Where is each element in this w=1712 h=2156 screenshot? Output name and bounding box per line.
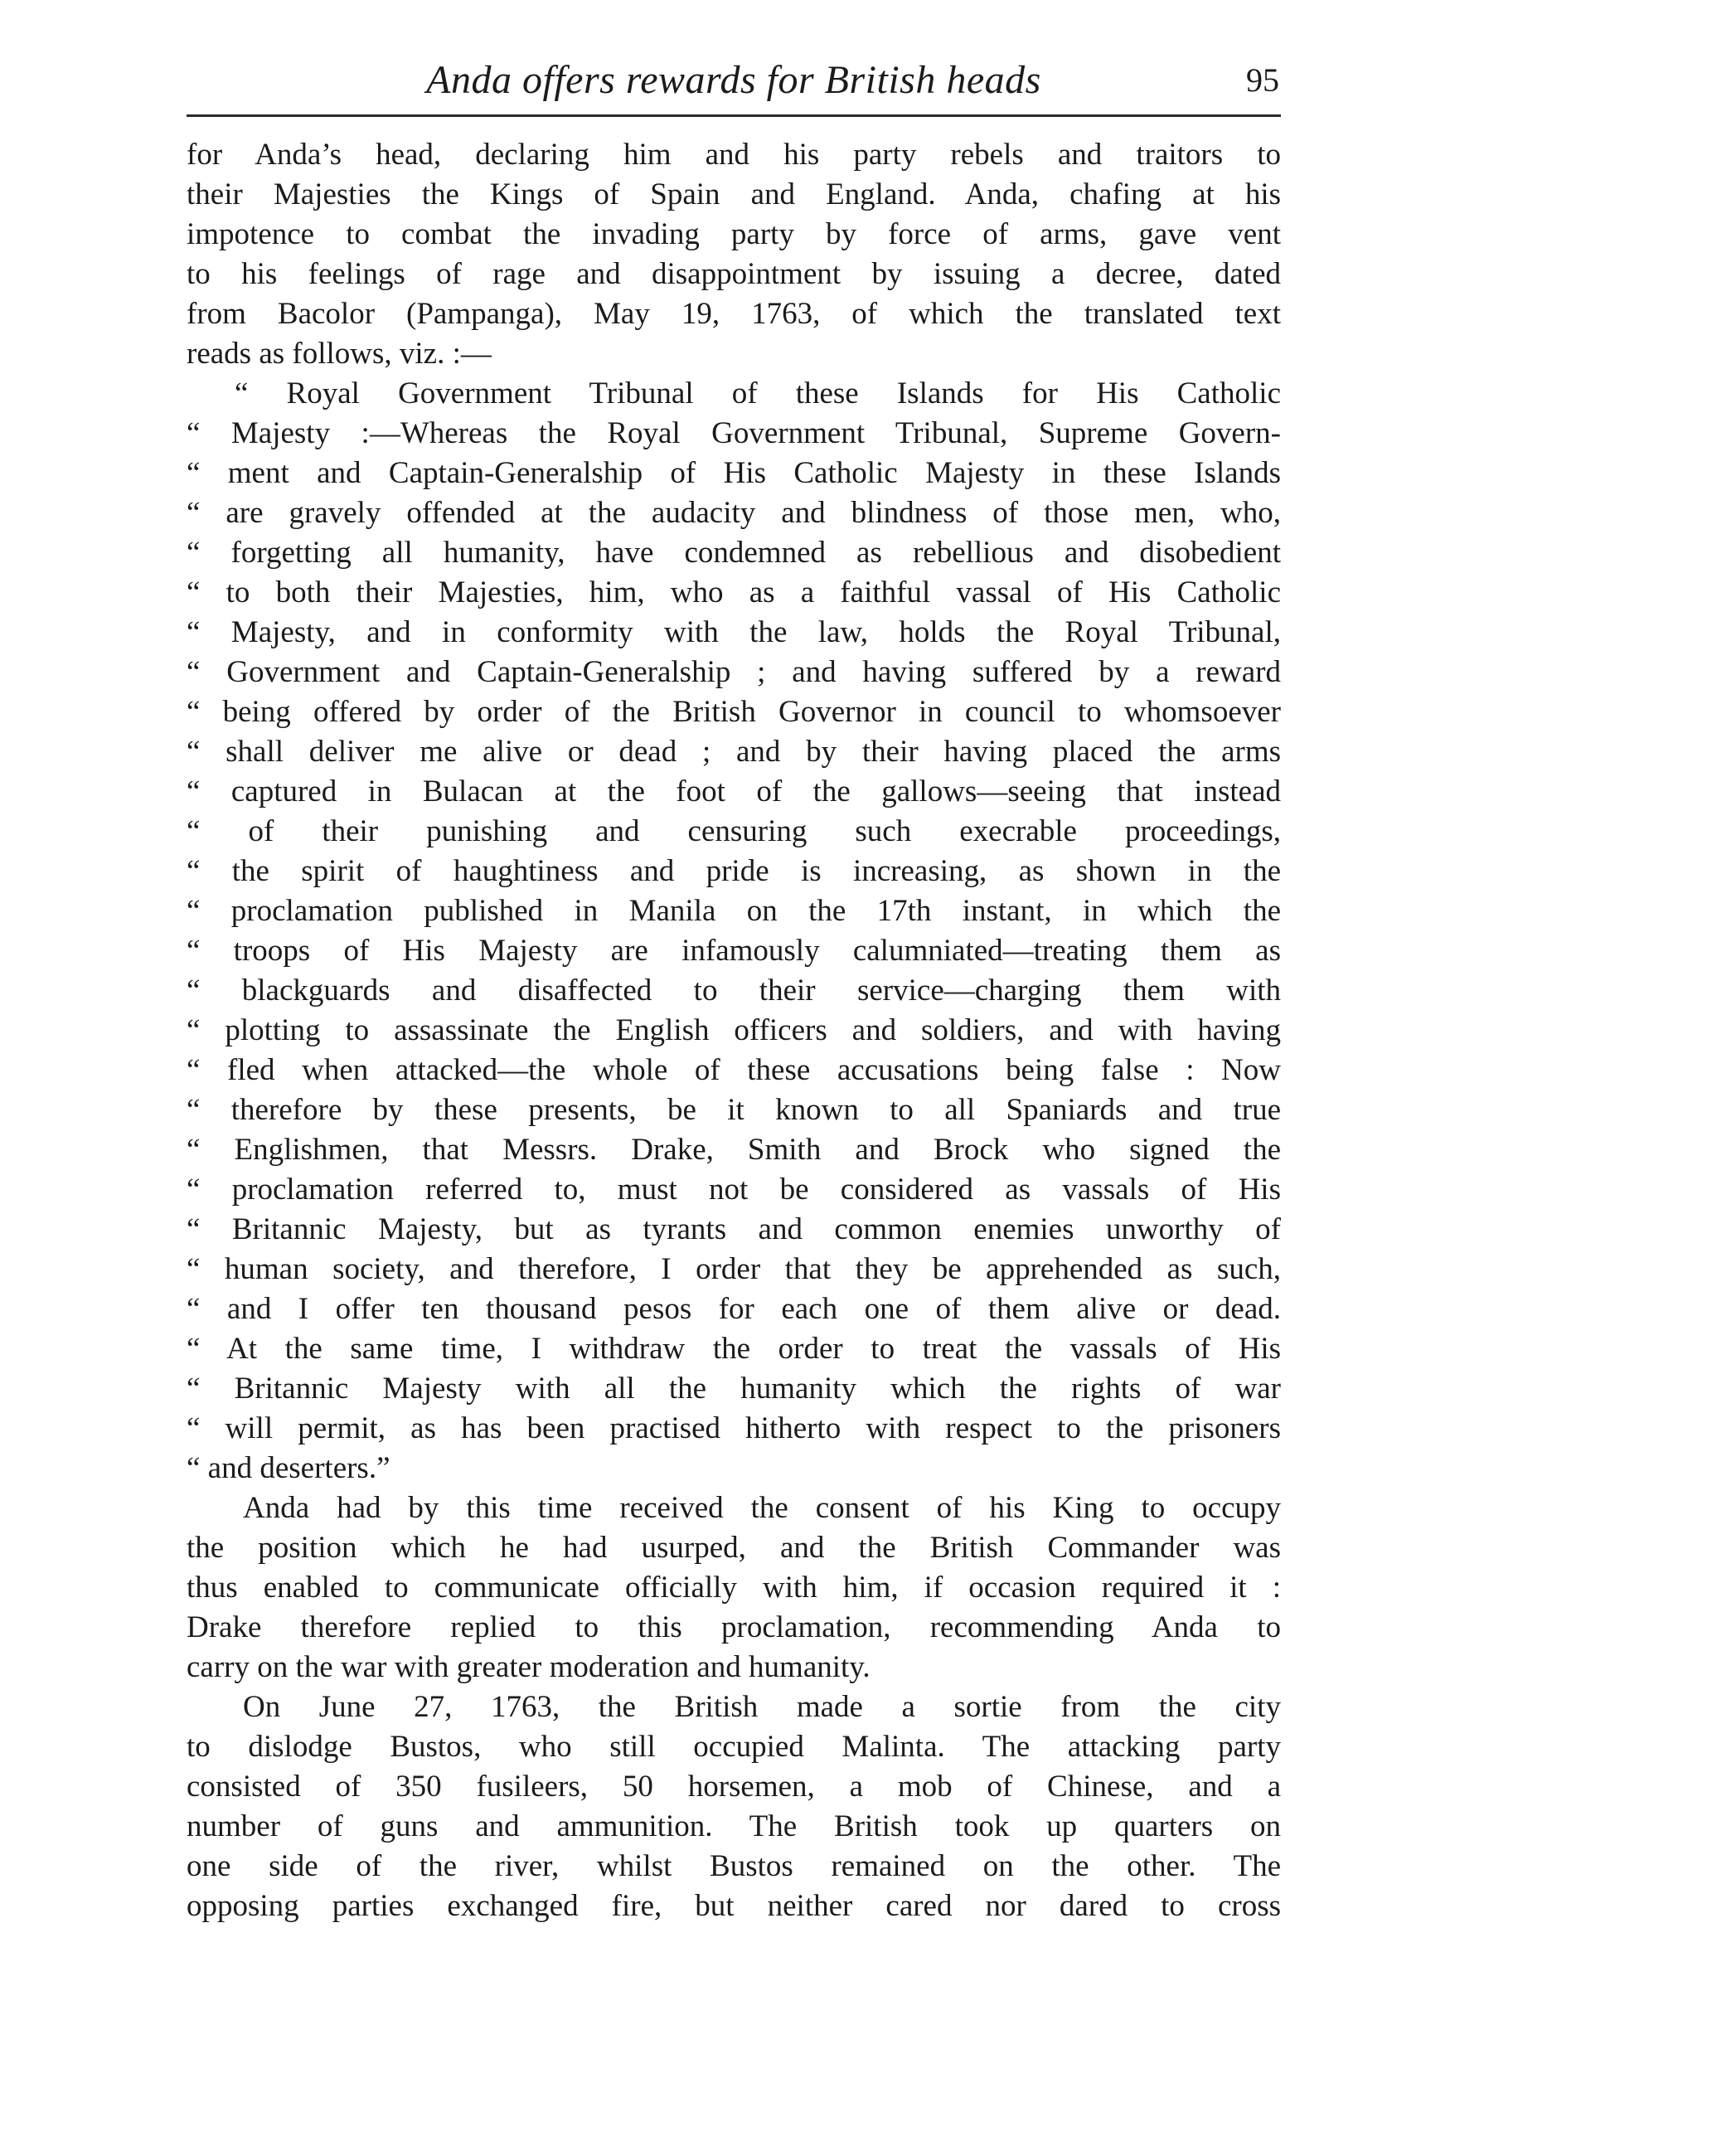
text-line: the position which he had usurped, and the British Commander was [187,1531,1281,1565]
paragraph-continuation [187,135,1281,374]
text-line: opposing parties exchanged fire, but neither cared nor dared to cross [187,1889,1281,1923]
text-line: to his feelings of rage and disappointment by issuing a decree, dated [187,257,1281,291]
text-line: “ Majesty :—Whereas the Royal Government Tribunal, Supreme Govern- [187,416,1281,450]
text-line: “ At the same time, I withdraw the order to treat the vassals of His [187,1332,1281,1366]
text-line: carry on the war with greater moderation and humanity. [187,1650,871,1684]
text-line: “ Government and Captain-Generalship ; and having suffered by a reward [187,655,1281,689]
text-line: “ of their punishing and censuring such execrable proceedings, [187,814,1281,848]
text-line: to dislodge Bustos, who still occupied Malinta. The attacking party [187,1730,1281,1764]
text-line: for Anda’s head, declaring him and his party rebels and traitors to [187,138,1281,172]
text-line: “ blackguards and disaffected to their service—charging them with [187,974,1281,1008]
text-line: “ and I offer ten thousand pesos for each one of them alive or dead. [187,1292,1281,1326]
text-line: “ therefore by these presents, be it known to all Spaniards and true [187,1093,1281,1127]
text-line: On June 27, 1763, the British made a sortie from the city [243,1690,1281,1724]
text-line: “ ment and Captain-Generalship of His Catholic Majesty in these Islands [187,456,1281,490]
text-line: “ Majesty, and in conformity with the law, holds the Royal Tribunal, [187,615,1281,649]
text-line: from Bacolor (Pampanga), May 19, 1763, of which the translated text [187,297,1281,331]
text-line: “ troops of His Majesty are infamously calumniated—treating them as [187,934,1281,968]
text-line: “ Royal Government Tribunal of these Islands for His Catholic [235,376,1281,410]
text-line: “ Englishmen, that Messrs. Drake, Smith and Brock who signed the [187,1133,1281,1167]
text-line: “ Britannic Majesty with all the humanity which the rights of war [187,1372,1281,1406]
text-line: “ and deserters.” [187,1451,390,1485]
text-line: impotence to combat the invading party by force of arms, gave vent [187,217,1281,251]
body-text [187,135,1281,1926]
text-line: “ forgetting all humanity, have condemned as rebellious and disobedient [187,536,1281,570]
text-line: “ being offered by order of the British Governor in council to whomsoever [187,695,1281,729]
text-line: “ to both their Majesties, him, who as a faithful vassal of His Catholic [187,575,1281,609]
decree-quotation [187,374,1281,1488]
text-line: “ shall deliver me alive or dead ; and by their having placed the arms [187,735,1281,769]
text-line: thus enabled to communicate officially with him, if occasion required it : [187,1571,1281,1605]
text-line: “ fled when attacked—the whole of these accusations being false : Now [187,1053,1281,1087]
text-line: “ Britannic Majesty, but as tyrants and common enemies unworthy of [187,1212,1281,1246]
text-line: Anda had by this time received the consent of his King to occupy [243,1491,1281,1525]
paragraph [187,1488,1281,1687]
text-line: “ proclamation referred to, must not be considered as vassals of His [187,1173,1281,1207]
text-line: consisted of 350 fusileers, 50 horsemen, a mob of Chinese, and a [187,1770,1281,1804]
text-line: “ human society, and therefore, I order that they be apprehended as such, [187,1252,1281,1286]
paragraph [187,1687,1281,1926]
text-line: number of guns and ammunition. The British took up quarters on [187,1809,1281,1843]
text-line: “ the spirit of haughtiness and pride is increasing, as shown in the [187,854,1281,888]
page-number: 95 [1246,61,1279,99]
running-head-title: Anda offers rewards for British heads [426,58,1041,102]
text-line: “ proclamation published in Manila on the 17th instant, in which the [187,894,1281,928]
text-line: Drake therefore replied to this proclamation, recommending Anda to [187,1610,1281,1644]
text-line: “ will permit, as has been practised hitherto with respect to the prisoners [187,1411,1281,1445]
text-line: their Majesties the Kings of Spain and England. Anda, chafing at his [187,177,1281,211]
text-line: one side of the river, whilst Bustos remained on the other. The [187,1849,1281,1883]
text-line: “ captured in Bulacan at the foot of the gallows—seeing that instead [187,775,1281,808]
page-header [187,51,1281,109]
header-rule [187,114,1281,117]
text-line: “ plotting to assassinate the English officers and soldiers, and with having [187,1013,1281,1047]
text-line: “ are gravely offended at the audacity and blindness of those men, who, [187,496,1281,530]
text-line: reads as follows, viz. :— [187,337,492,371]
